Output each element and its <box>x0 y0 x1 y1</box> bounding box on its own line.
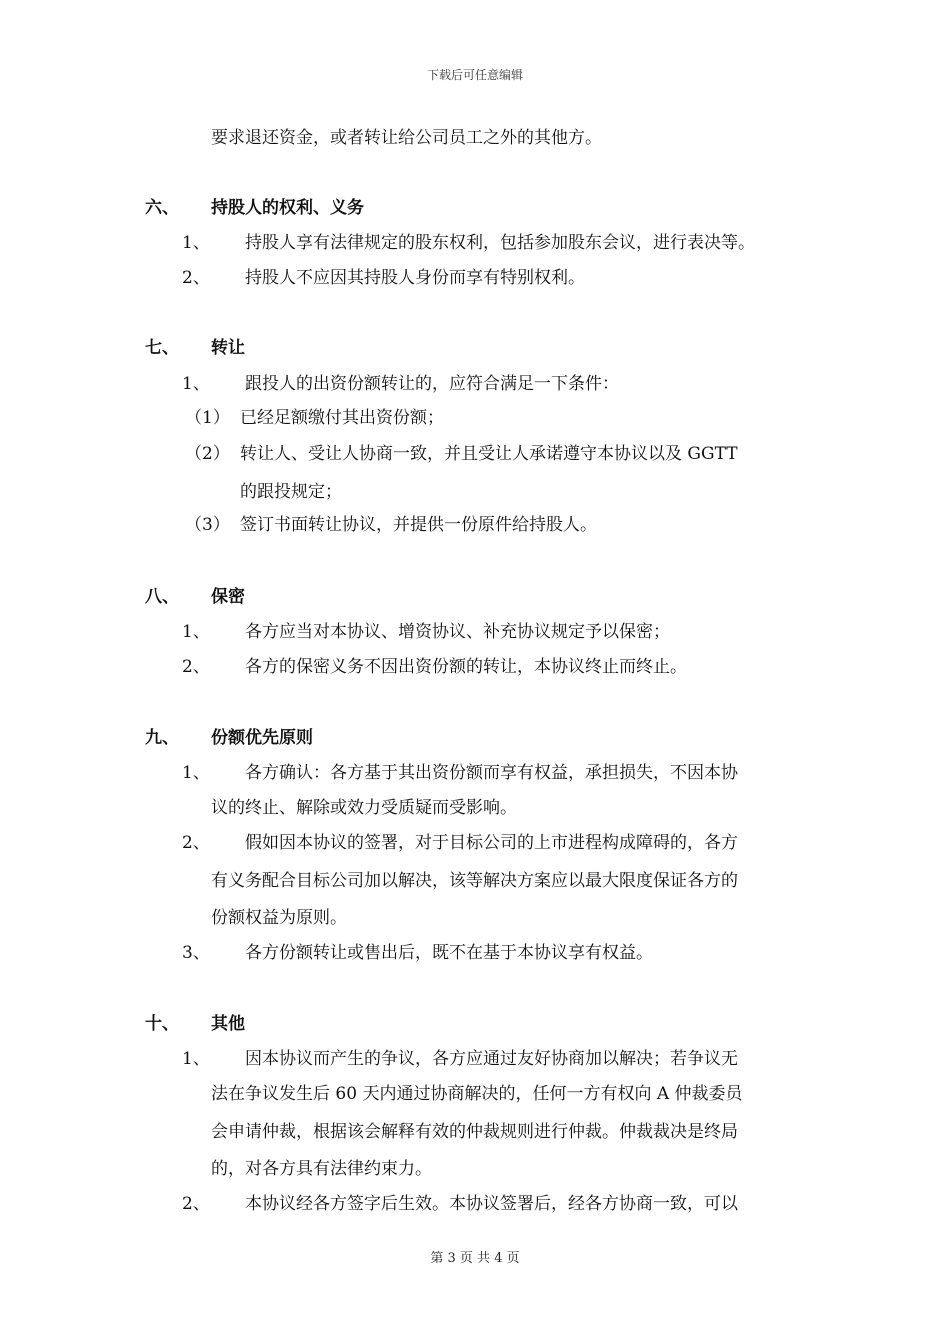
section-title: 其他 <box>211 1014 245 1034</box>
page-footer: 第 3 页 共 4 页 <box>430 1251 520 1266</box>
section-number: 十、 <box>145 1014 179 1034</box>
item-text: 议的终止、解除或效力受质疑而受影响。 <box>211 798 517 818</box>
sub-item-number: （3） <box>185 515 230 535</box>
item-number: 2、 <box>182 657 210 677</box>
section-number: 七、 <box>145 338 179 358</box>
section-number: 八、 <box>145 587 179 607</box>
sub-item-number: （2） <box>185 444 230 464</box>
item-number: 1、 <box>182 233 210 253</box>
item-text: 各方的保密义务不因出资份额的转让，本协议终止而终止。 <box>245 657 687 677</box>
section-number: 六、 <box>145 198 179 218</box>
item-text: 持股人享有法律规定的股东权利，包括参加股东会议，进行表决等。 <box>245 233 755 253</box>
item-text: 各方份额转让或售出后，既不在基于本协议享有权益。 <box>245 943 653 963</box>
item-text: 法在争议发生后 60 天内通过协商解决的，任何一方有权向 A 仲裁委员 <box>211 1084 743 1104</box>
lead-paragraph: 要求退还资金，或者转让给公司员工之外的其他方。 <box>211 128 602 148</box>
item-text: 的，对各方具有法律约束力。 <box>211 1159 432 1179</box>
item-number: 1、 <box>182 763 210 783</box>
section-number: 九、 <box>145 728 179 748</box>
section-title: 份额优先原则 <box>211 728 313 748</box>
item-text: 份额权益为原则。 <box>211 908 347 928</box>
item-number: 2、 <box>182 1194 210 1214</box>
item-text: 有义务配合目标公司加以解决，该等解决方案应以最大限度保证各方的 <box>211 871 738 891</box>
item-number: 3、 <box>182 943 210 963</box>
item-text: 因本协议而产生的争议，各方应通过友好协商加以解决；若争议无 <box>245 1049 738 1069</box>
item-text: 假如因本协议的签署，对于目标公司的上市进程构成障碍的，各方 <box>245 833 738 853</box>
sub-item-text: 已经足额缴付其出资份额； <box>240 408 444 428</box>
sub-item-text: 转让人、受让人协商一致，并且受让人承诺遵守本协议以及 GGTT <box>240 444 738 464</box>
sub-item-text: 的跟投规定； <box>240 482 342 502</box>
section-title: 保密 <box>211 587 245 607</box>
section-title: 转让 <box>211 338 245 358</box>
item-number: 2、 <box>182 833 210 853</box>
page-header: 下载后可任意编辑 <box>426 68 523 82</box>
sub-item-text: 签订书面转让协议，并提供一份原件给持股人。 <box>240 515 597 535</box>
item-number: 2、 <box>182 268 210 288</box>
item-text: 本协议经各方签字后生效。本协议签署后，经各方协商一致，可以 <box>245 1194 738 1214</box>
item-number: 1、 <box>182 622 210 642</box>
item-text: 各方确认：各方基于其出资份额而享有权益，承担损失，不因本协 <box>245 763 738 783</box>
item-text: 会申请仲裁，根据该会解释有效的仲裁规则进行仲裁。仲裁裁决是终局 <box>211 1122 738 1142</box>
section-title: 持股人的权利、义务 <box>211 198 364 218</box>
item-number: 1、 <box>182 1049 210 1069</box>
item-text: 各方应当对本协议、增资协议、补充协议规定予以保密； <box>245 622 670 642</box>
item-text: 持股人不应因其持股人身份而享有特别权利。 <box>245 268 585 288</box>
item-text: 跟投人的出资份额转让的，应符合满足一下条件： <box>245 374 619 394</box>
sub-item-number: （1） <box>185 408 230 428</box>
item-number: 1、 <box>182 374 210 394</box>
